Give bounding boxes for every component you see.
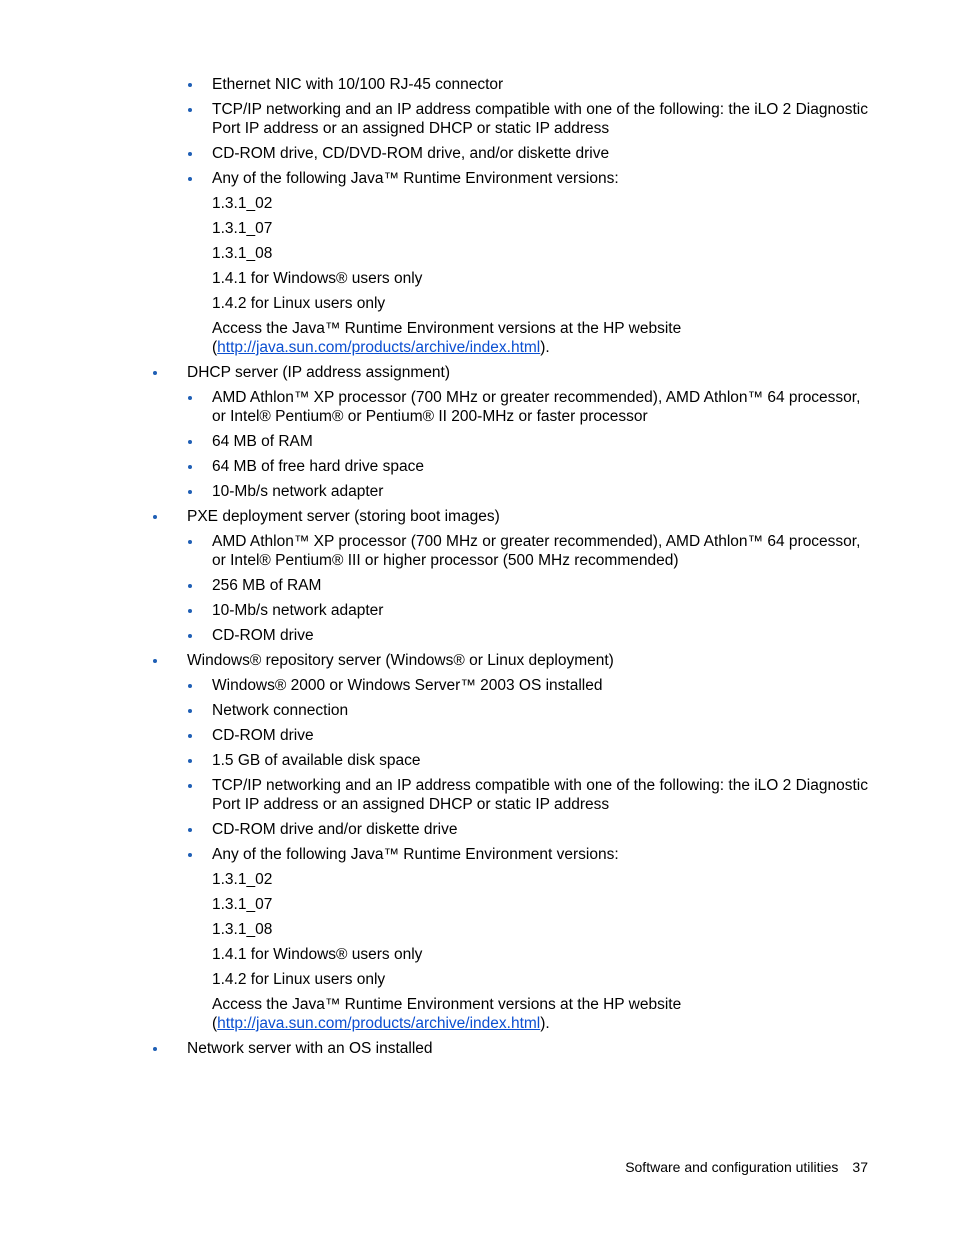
bullet-icon	[188, 584, 192, 588]
list-item-text: Network connection	[212, 702, 349, 719]
list-item-text: 1.3.1_02	[212, 195, 273, 212]
list-item-text: Port IP address or an assigned DHCP or static IP address	[212, 120, 610, 137]
page-footer	[625, 1158, 868, 1177]
bullet-icon	[188, 709, 192, 713]
bullet-icon	[188, 465, 192, 469]
list-item-text: Access the Java™ Runtime Environment versions at the HP website	[212, 320, 682, 337]
bullet-icon	[188, 177, 192, 181]
list-item-text: TCP/IP networking and an IP address compatible with one of the following: the iLO 2 Diagnostic	[212, 101, 868, 118]
list-item-text: CD-ROM drive	[212, 727, 314, 744]
list-item-text: Network server with an OS installed	[187, 1040, 433, 1057]
list-item-text: 1.4.2 for Linux users only	[212, 971, 386, 988]
list-item-text: 1.3.1_08	[212, 921, 273, 938]
list-item-text: 1.5 GB of available disk space	[212, 752, 421, 769]
list-item-text: CD-ROM drive, CD/DVD-ROM drive, and/or diskette drive	[212, 145, 610, 162]
bullet-icon	[188, 828, 192, 832]
list-item-text: 10-Mb/s network adapter	[212, 483, 384, 500]
bullet-icon	[188, 396, 192, 400]
link-line	[212, 1014, 550, 1033]
bullet-icon	[153, 659, 157, 663]
list-item-text: 256 MB of RAM	[212, 577, 322, 594]
list-item-text: 1.3.1_07	[212, 220, 273, 237]
list-item-text: 1.4.1 for Windows® users only	[212, 946, 423, 963]
bullet-icon	[188, 152, 192, 156]
list-item-text: 1.3.1_02	[212, 871, 273, 888]
list-item-text: Ethernet NIC with 10/100 RJ-45 connector	[212, 76, 504, 93]
list-item-text: Windows® repository server (Windows® or Linux deployment)	[187, 652, 614, 669]
list-item-text: Any of the following Java™ Runtime Environment versions:	[212, 170, 619, 187]
java-archive-link[interactable]: http://java.sun.com/products/archive/index.html	[217, 1015, 541, 1032]
bullet-icon	[153, 371, 157, 375]
list-item-text: PXE deployment server (storing boot images)	[187, 508, 500, 525]
list-item-text: or Intel® Pentium® or Pentium® II 200-MHz or faster processor	[212, 408, 648, 425]
paren-close: ).	[540, 339, 550, 356]
page-number: 37	[852, 1159, 868, 1175]
list-item-text: 1.4.1 for Windows® users only	[212, 270, 423, 287]
list-item-text: Any of the following Java™ Runtime Environment versions:	[212, 846, 619, 863]
list-item-text: or Intel® Pentium® III or higher processor (500 MHz recommended)	[212, 552, 679, 569]
list-item-text: 64 MB of RAM	[212, 433, 313, 450]
paren-open: (	[212, 1015, 218, 1032]
list-item-text: AMD Athlon™ XP processor (700 MHz or greater recommended), AMD Athlon™ 64 processor,	[212, 389, 861, 406]
bullet-icon	[188, 784, 192, 788]
bullet-icon	[188, 684, 192, 688]
bullet-icon	[188, 734, 192, 738]
bullet-icon	[188, 759, 192, 763]
bullet-icon	[153, 515, 157, 519]
bullet-icon	[188, 540, 192, 544]
list-item-text: Access the Java™ Runtime Environment versions at the HP website	[212, 996, 682, 1013]
bullet-icon	[188, 853, 192, 857]
list-item-text: CD-ROM drive and/or diskette drive	[212, 821, 458, 838]
bullet-icon	[153, 1047, 157, 1051]
footer-section-title: Software and configuration utilities	[625, 1159, 839, 1175]
bullet-icon	[188, 490, 192, 494]
list-item-text: TCP/IP networking and an IP address compatible with one of the following: the iLO 2 Diagnostic	[212, 777, 868, 794]
list-item-text: CD-ROM drive	[212, 627, 314, 644]
bullet-icon	[188, 609, 192, 613]
list-item-text: 1.4.2 for Linux users only	[212, 295, 386, 312]
list-item-text: 1.3.1_07	[212, 896, 273, 913]
paren-close: ).	[540, 1015, 550, 1032]
list-item-text: 10-Mb/s network adapter	[212, 602, 384, 619]
bullet-icon	[188, 108, 192, 112]
paren-open: (	[212, 339, 218, 356]
list-item-text: Port IP address or an assigned DHCP or static IP address	[212, 796, 610, 813]
list-item-text: 64 MB of free hard drive space	[212, 458, 424, 475]
bullet-icon	[188, 440, 192, 444]
bullet-icon	[188, 83, 192, 87]
list-item-text: Windows® 2000 or Windows Server™ 2003 OS installed	[212, 677, 603, 694]
list-item-text: 1.3.1_08	[212, 245, 273, 262]
java-archive-link[interactable]: http://java.sun.com/products/archive/index.html	[217, 339, 541, 356]
list-item-text: AMD Athlon™ XP processor (700 MHz or greater recommended), AMD Athlon™ 64 processor,	[212, 533, 861, 550]
list-item-text: DHCP server (IP address assignment)	[187, 364, 451, 381]
bullet-icon	[188, 634, 192, 638]
link-line	[212, 338, 550, 357]
